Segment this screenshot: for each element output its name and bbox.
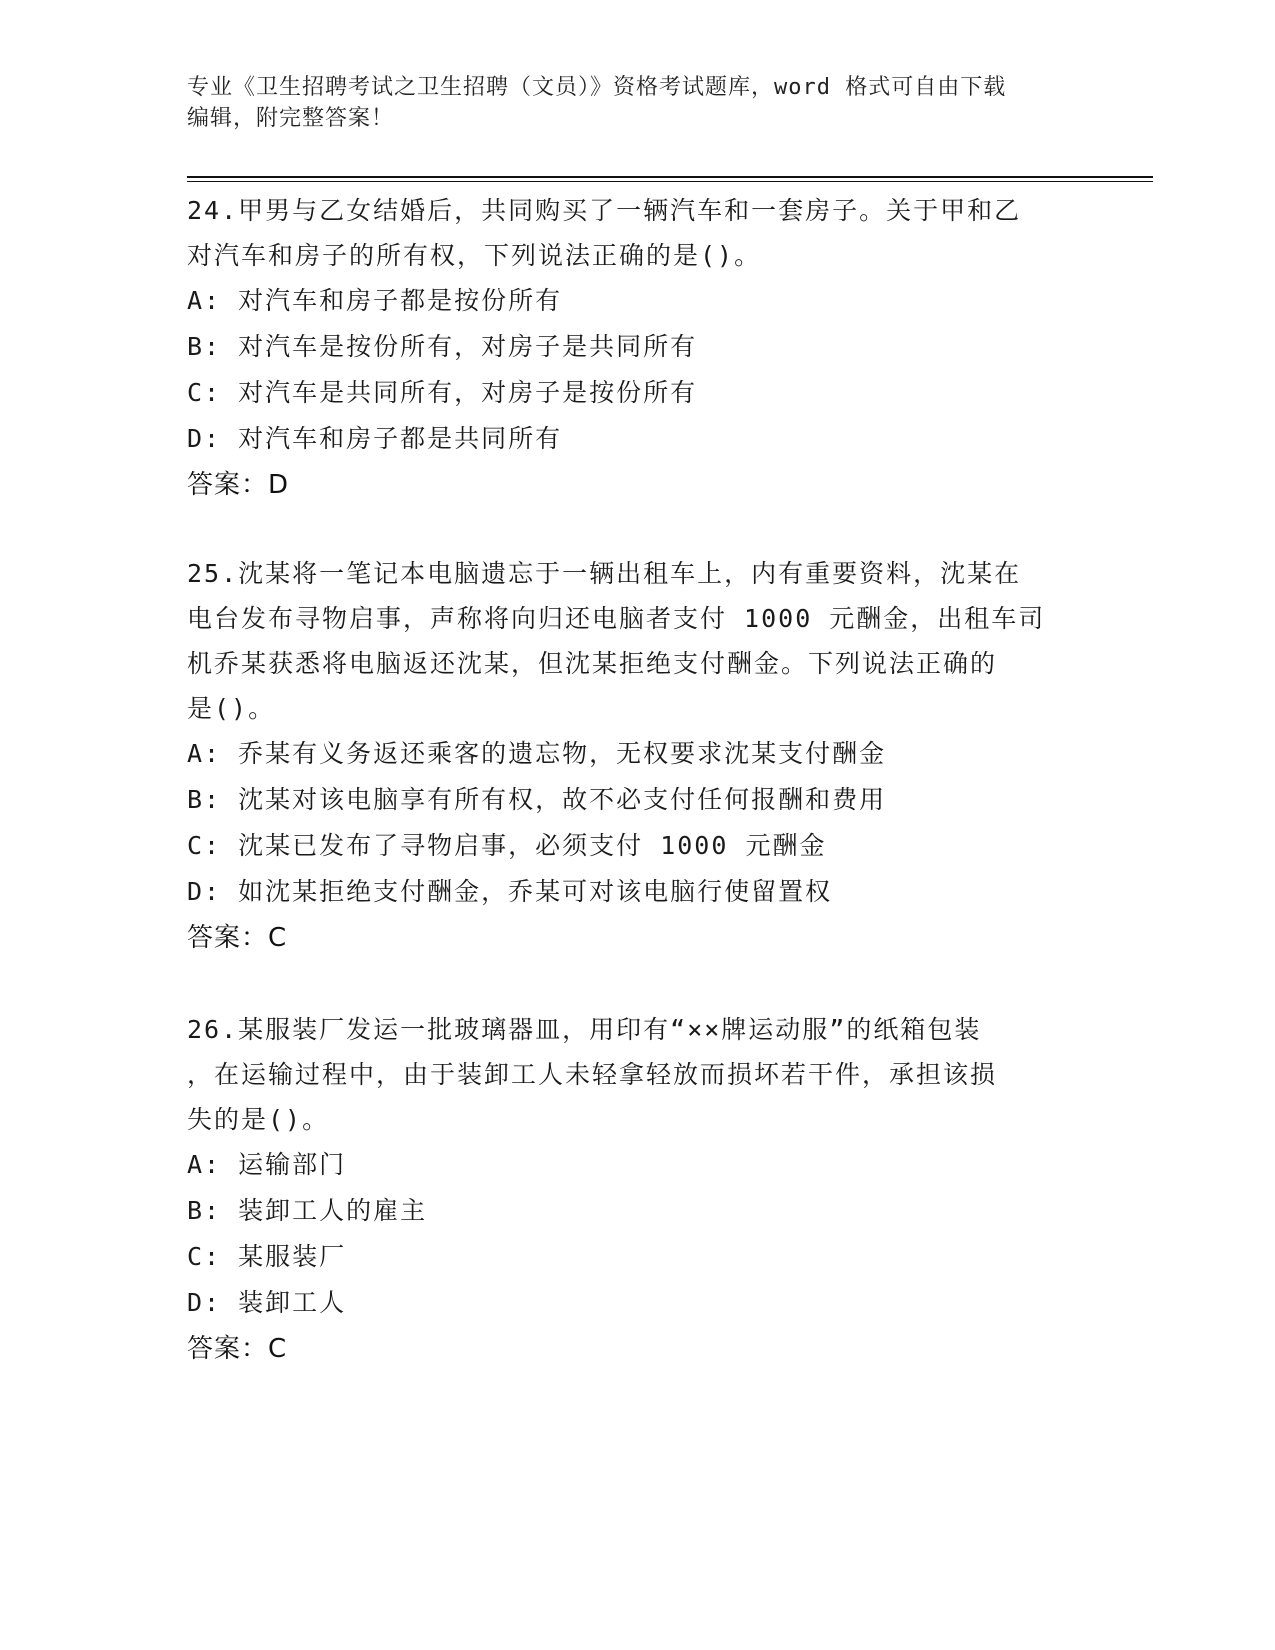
question-stem-line: 26.某服装厂发运一批玻璃器皿，用印有“××牌运动服”的纸箱包装 <box>187 1015 982 1044</box>
answer: 答案：C <box>187 923 288 953</box>
option-c: C: 对汽车是共同所有，对房子是按份所有 <box>187 378 698 407</box>
question-25 <box>187 551 1087 961</box>
question-stem-line: 电台发布寻物启事，声称将向归还电脑者支付 1000 元酬金，出租车司 <box>187 604 1046 633</box>
option-b: B: 对汽车是按份所有，对房子是共同所有 <box>187 332 698 361</box>
option-d: D: 如沈某拒绝支付酬金，乔某可对该电脑行使留置权 <box>187 877 833 906</box>
option-a: A: 对汽车和房子都是按份所有 <box>187 286 563 315</box>
header-line-1: 专业《卫生招聘考试之卫生招聘（文员）》资格考试题库，word 格式可自由下载 <box>187 75 1007 100</box>
question-26 <box>187 1007 1087 1372</box>
document-header <box>187 72 1067 134</box>
question-stem-line: 对汽车和房子的所有权，下列说法正确的是()。 <box>187 241 762 270</box>
option-c: C: 某服装厂 <box>187 1242 347 1271</box>
answer: 答案：C <box>187 1334 288 1364</box>
question-stem-line: 24.甲男与乙女结婚后，共同购买了一辆汽车和一套房子。关于甲和乙 <box>187 196 1022 225</box>
option-b: B: 沈某对该电脑享有所有权，故不必支付任何报酬和费用 <box>187 785 887 814</box>
question-24 <box>187 188 1087 508</box>
option-d: D: 装卸工人 <box>187 1288 347 1317</box>
option-a: A: 乔某有义务返还乘客的遗忘物，无权要求沈某支付酬金 <box>187 739 887 768</box>
header-line-2: 编辑，附完整答案！ <box>187 106 395 131</box>
option-b: B: 装卸工人的雇主 <box>187 1196 428 1225</box>
question-stem-line: 失的是()。 <box>187 1105 330 1134</box>
question-stem-line: 是()。 <box>187 694 276 723</box>
option-c: C: 沈某已发布了寻物启事，必须支付 1000 元酬金 <box>187 831 827 860</box>
question-stem-line: 25.沈某将一笔记本电脑遗忘于一辆出租车上，内有重要资料，沈某在 <box>187 559 1022 588</box>
answer: 答案：D <box>187 470 290 500</box>
option-d: D: 对汽车和房子都是共同所有 <box>187 424 563 453</box>
question-stem-line: 机乔某获悉将电脑返还沈某，但沈某拒绝支付酬金。下列说法正确的 <box>187 649 998 678</box>
header-divider <box>187 176 1153 182</box>
option-a: A: 运输部门 <box>187 1150 347 1179</box>
question-stem-line: ，在运输过程中，由于装卸工人未轻拿轻放而损坏若干件，承担该损 <box>187 1060 998 1089</box>
